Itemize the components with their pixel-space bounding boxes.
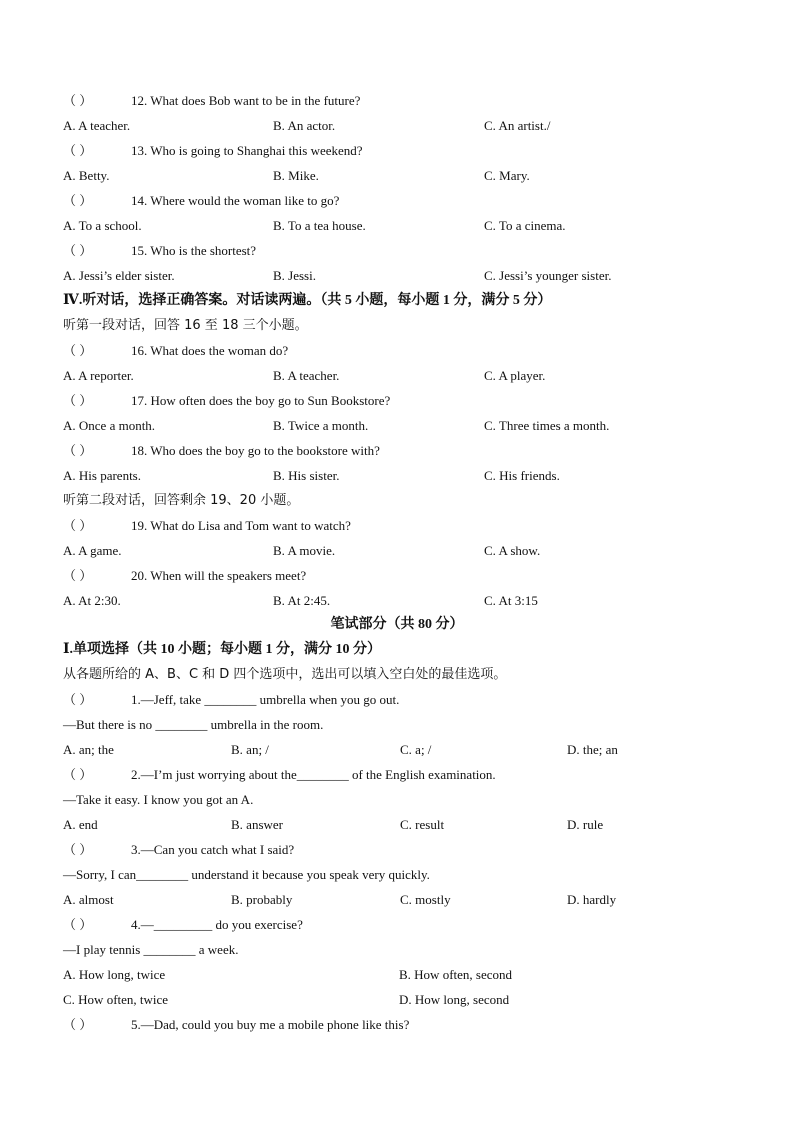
question-16 <box>63 338 754 363</box>
question-20 <box>63 563 754 588</box>
option-a: A. How long, twice <box>63 967 166 982</box>
option-a: A. A game. <box>63 543 122 558</box>
answer-paren: （ ） <box>63 568 93 583</box>
question-stem: 3.—Can you catch what I said? <box>131 842 295 857</box>
answer-paren: （ ） <box>63 193 93 208</box>
option-d: D. the; an <box>567 742 618 757</box>
question-2 <box>63 762 754 787</box>
dialogue-intro: 听第一段对话，回答 16 至 18 三个小题。 <box>63 318 308 333</box>
dialogue-intro: 听第二段对话，回答剩余 19、20 小题。 <box>63 493 300 508</box>
question-15 <box>63 238 754 263</box>
question-stem: 19. What do Lisa and Tom want to watch? <box>131 518 351 533</box>
question-stem: 4.—_________ do you exercise? <box>131 917 303 932</box>
question-stem: 5.—Dad, could you buy me a mobile phone like this? <box>131 1017 410 1032</box>
question-17 <box>63 388 754 413</box>
section-instruction: 从各题所给的 A、B、C 和 D 四个选项中，选出可以填入空白处的最佳选项。 <box>63 667 507 682</box>
answer-paren: （ ） <box>63 842 93 857</box>
option-c: C. An artist./ <box>484 118 551 133</box>
option-b: B. probably <box>231 892 293 907</box>
option-b: B. answer <box>231 817 283 832</box>
option-a: A. Once a month. <box>63 418 156 433</box>
option-b: B. A teacher. <box>273 368 340 383</box>
options-19 <box>63 538 754 563</box>
option-a: A. end <box>63 817 98 832</box>
question-13 <box>63 138 754 163</box>
question-19 <box>63 513 754 538</box>
option-a: A. almost <box>63 892 114 907</box>
option-c: C. To a cinema. <box>484 218 566 233</box>
option-c: C. mostly <box>400 892 451 907</box>
question-4-reply: —I play tennis ________ a week. <box>63 942 239 957</box>
option-d: D. rule <box>567 817 604 832</box>
option-b: B. An actor. <box>273 118 336 133</box>
answer-paren: （ ） <box>63 443 93 458</box>
option-b: B. A movie. <box>273 543 336 558</box>
answer-paren: （ ） <box>63 917 93 932</box>
option-b: B. Mike. <box>273 168 319 183</box>
question-stem: 14. Where would the woman like to go? <box>131 193 340 208</box>
question-stem: 2.—I’m just worrying about the________ of the English examination. <box>131 767 496 782</box>
option-c: C. a; / <box>400 742 432 757</box>
option-c: C. Mary. <box>484 168 530 183</box>
option-c: C. A player. <box>484 368 546 383</box>
options-4-row1 <box>63 962 754 987</box>
options-18 <box>63 463 754 488</box>
option-c: C. At 3:15 <box>484 593 538 608</box>
answer-paren: （ ） <box>63 243 93 258</box>
question-3-reply: —Sorry, I can________ understand it because you speak very quickly. <box>63 867 430 882</box>
option-a: A. At 2:30. <box>63 593 121 608</box>
answer-paren: （ ） <box>63 393 93 408</box>
options-1 <box>63 737 754 762</box>
answer-paren: （ ） <box>63 93 93 108</box>
question-stem: 16. What does the woman do? <box>131 343 289 358</box>
option-b: B. His sister. <box>273 468 340 483</box>
question-stem: 15. Who is the shortest? <box>131 243 257 258</box>
answer-paren: （ ） <box>63 518 93 533</box>
option-c: C. A show. <box>484 543 541 558</box>
option-b: B. At 2:45. <box>273 593 331 608</box>
option-d: D. How long, second <box>399 992 510 1007</box>
question-1 <box>63 687 754 712</box>
option-b: B. an; / <box>231 742 269 757</box>
options-17 <box>63 413 754 438</box>
answer-paren: （ ） <box>63 143 93 158</box>
options-20 <box>63 588 754 613</box>
option-c: C. Three times a month. <box>484 418 610 433</box>
option-c: C. His friends. <box>484 468 560 483</box>
option-b: B. How often, second <box>399 967 513 982</box>
options-13 <box>63 163 754 188</box>
option-b: B. Twice a month. <box>273 418 369 433</box>
options-16 <box>63 363 754 388</box>
question-stem: 20. When will the speakers meet? <box>131 568 307 583</box>
answer-paren: （ ） <box>63 767 93 782</box>
options-2 <box>63 812 754 837</box>
answer-paren: （ ） <box>63 343 93 358</box>
question-5 <box>63 1012 754 1037</box>
option-a: A. To a school. <box>63 218 142 233</box>
options-12 <box>63 113 754 138</box>
question-stem: 1.—Jeff, take ________ umbrella when you go out. <box>131 692 400 707</box>
option-b: B. To a tea house. <box>273 218 366 233</box>
question-4 <box>63 912 754 937</box>
option-a: A. an; the <box>63 742 114 757</box>
options-14 <box>63 213 754 238</box>
answer-paren: （ ） <box>63 692 93 707</box>
question-stem: 17. How often does the boy go to Sun Bookstore? <box>131 393 391 408</box>
question-12 <box>63 88 754 113</box>
option-d: D. hardly <box>567 892 617 907</box>
option-c: C. How often, twice <box>63 992 169 1007</box>
option-a: A. A teacher. <box>63 118 131 133</box>
question-3 <box>63 837 754 862</box>
options-3 <box>63 887 754 912</box>
option-b: B. Jessi. <box>273 268 316 283</box>
question-18 <box>63 438 754 463</box>
option-a: A. His parents. <box>63 468 141 483</box>
section-heading: Ⅰ.单项选择（共 10 小题；每小题 1 分，满分 10 分） <box>63 642 382 657</box>
question-stem: 12. What does Bob want to be in the future? <box>131 93 361 108</box>
option-a: A. A reporter. <box>63 368 134 383</box>
question-stem: 18. Who does the boy go to the bookstore with? <box>131 443 380 458</box>
written-part-title: 笔试部分（共 80 分） <box>330 617 464 632</box>
section-heading: Ⅳ.听对话，选择正确答案。对话读两遍。（共 5 小题，每小题 1 分，满分 5 分） <box>63 293 552 308</box>
option-a: A. Betty. <box>63 168 110 183</box>
option-c: C. Jessi’s younger sister. <box>484 268 612 283</box>
option-a: A. Jessi’s elder sister. <box>63 268 175 283</box>
option-c: C. result <box>400 817 445 832</box>
answer-paren: （ ） <box>63 1017 93 1032</box>
question-14 <box>63 188 754 213</box>
options-4-row2 <box>63 987 754 1012</box>
question-2-reply: —Take it easy. I know you got an A. <box>63 792 254 807</box>
options-15 <box>63 263 754 288</box>
question-1-reply: —But there is no ________ umbrella in the room. <box>63 717 324 732</box>
question-stem: 13. Who is going to Shanghai this weekend? <box>131 143 363 158</box>
